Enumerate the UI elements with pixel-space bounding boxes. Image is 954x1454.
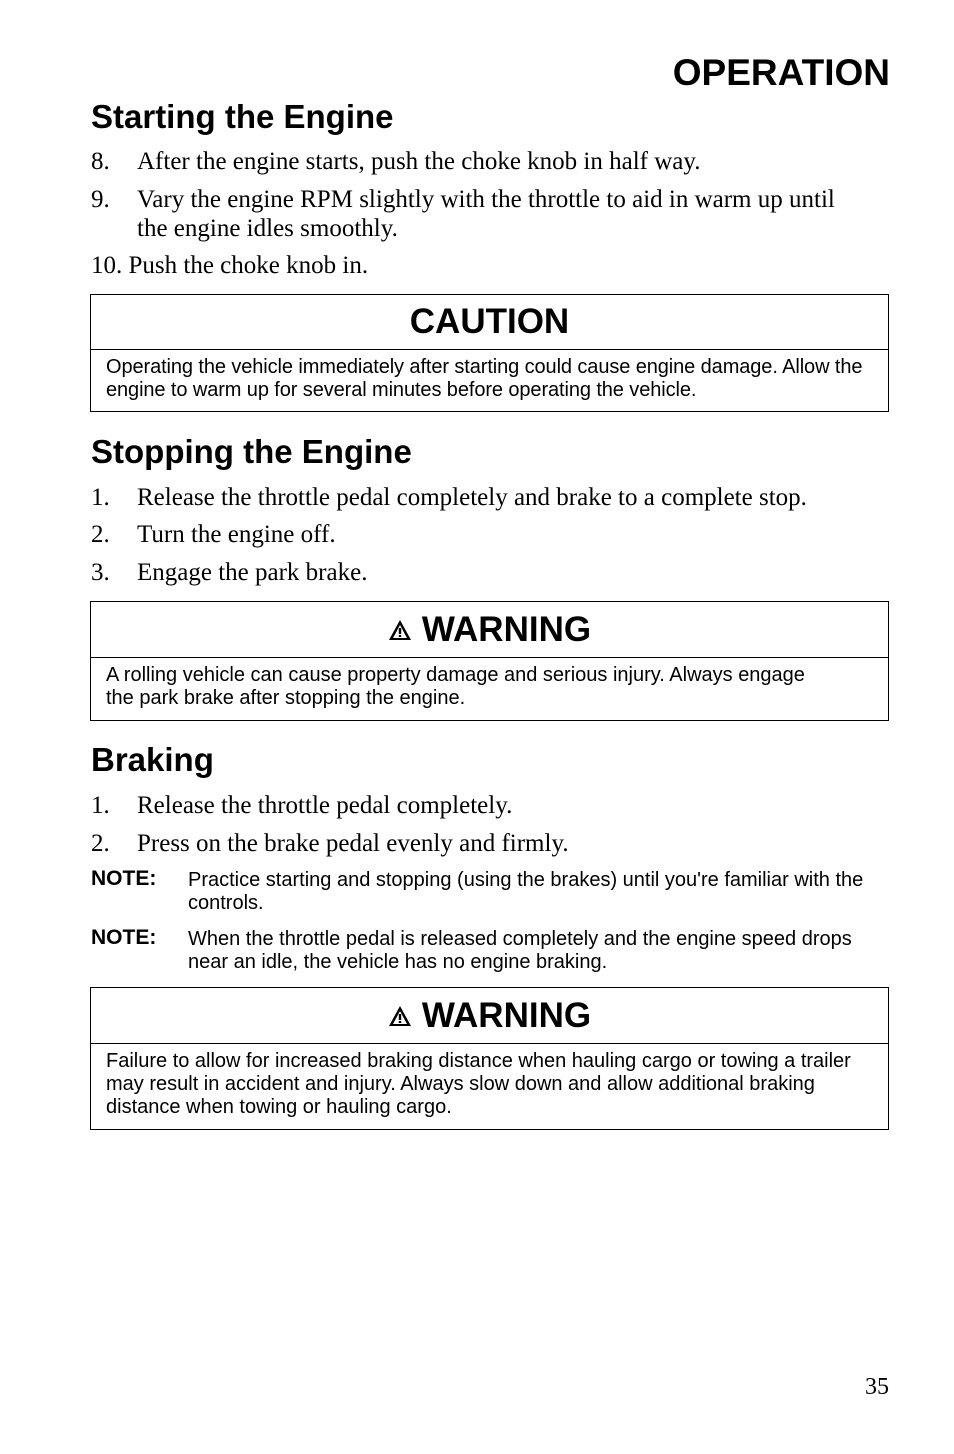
list-number: 2. [91, 830, 110, 857]
list-text: Vary the engine RPM slightly with the throttle to aid in warm up until the engine idles smoothly. [137, 186, 835, 242]
warning-heading-text: WARNING [421, 609, 592, 649]
caution-box [90, 294, 889, 412]
list-text: After the engine starts, push the choke knob in half way. [137, 148, 701, 175]
heading-stopping-the-engine: Stopping the Engine [91, 433, 412, 470]
warning-heading [91, 988, 888, 1044]
warning-triangle-icon [388, 1004, 412, 1028]
list-text: Press on the brake pedal evenly and firmly. [137, 830, 569, 857]
list-item [91, 829, 891, 858]
note [91, 928, 881, 974]
list-item [91, 251, 891, 280]
list-item [91, 520, 891, 549]
list-item [91, 185, 871, 243]
caution-text: Operating the vehicle immediately after starting could cause engine damage. Allow the engine to warm up for several minutes before operating the vehicle. [106, 356, 863, 401]
note-label: NOTE: [91, 867, 157, 890]
heading-starting-the-engine: Starting the Engine [91, 98, 394, 135]
list-number: 1. [91, 792, 110, 819]
list-number: 10. [91, 252, 123, 279]
list-item [91, 791, 891, 820]
note [91, 869, 881, 915]
warning-triangle-icon [388, 618, 412, 642]
caution-heading-text: CAUTION [409, 302, 570, 341]
warning-box-park-brake [90, 601, 889, 721]
list-item [91, 147, 891, 176]
list-number: 1. [91, 484, 110, 511]
caution-heading [91, 295, 888, 350]
list-number: 2. [91, 521, 110, 548]
list-item [91, 483, 891, 512]
warning-box-braking-distance [90, 987, 889, 1130]
list-text: Release the throttle pedal completely. [137, 792, 513, 819]
list-number: 3. [91, 559, 110, 586]
section-title: OPERATION [672, 52, 890, 93]
warning-heading [91, 602, 888, 658]
list-number: 9. [91, 186, 110, 213]
list-item [91, 558, 891, 587]
warning-text: Failure to allow for increased braking distance when hauling cargo or towing a trailer may result in accident and injury. Always slow down and allow additional braking distance when towing or hauling cargo. [106, 1050, 851, 1118]
note-text: When the throttle pedal is released completely and the engine speed drops near an idle, the vehicle has no engine braking. [188, 928, 852, 973]
note-text: Practice starting and stopping (using the brakes) until you're familiar with the controls. [188, 869, 864, 914]
list-text: Engage the park brake. [137, 559, 368, 586]
list-number: 8. [91, 148, 110, 175]
warning-text: A rolling vehicle can cause property damage and serious injury. Always engage the park brake after stopping the engine. [106, 664, 805, 709]
note-label: NOTE: [91, 926, 157, 949]
warning-heading-text: WARNING [421, 995, 592, 1035]
page-number: 35 [865, 1374, 889, 1400]
heading-braking: Braking [91, 741, 214, 778]
list-text: Push the choke knob in. [128, 252, 369, 279]
list-text: Release the throttle pedal completely and brake to a complete stop. [137, 484, 807, 511]
list-text: Turn the engine off. [137, 521, 336, 548]
